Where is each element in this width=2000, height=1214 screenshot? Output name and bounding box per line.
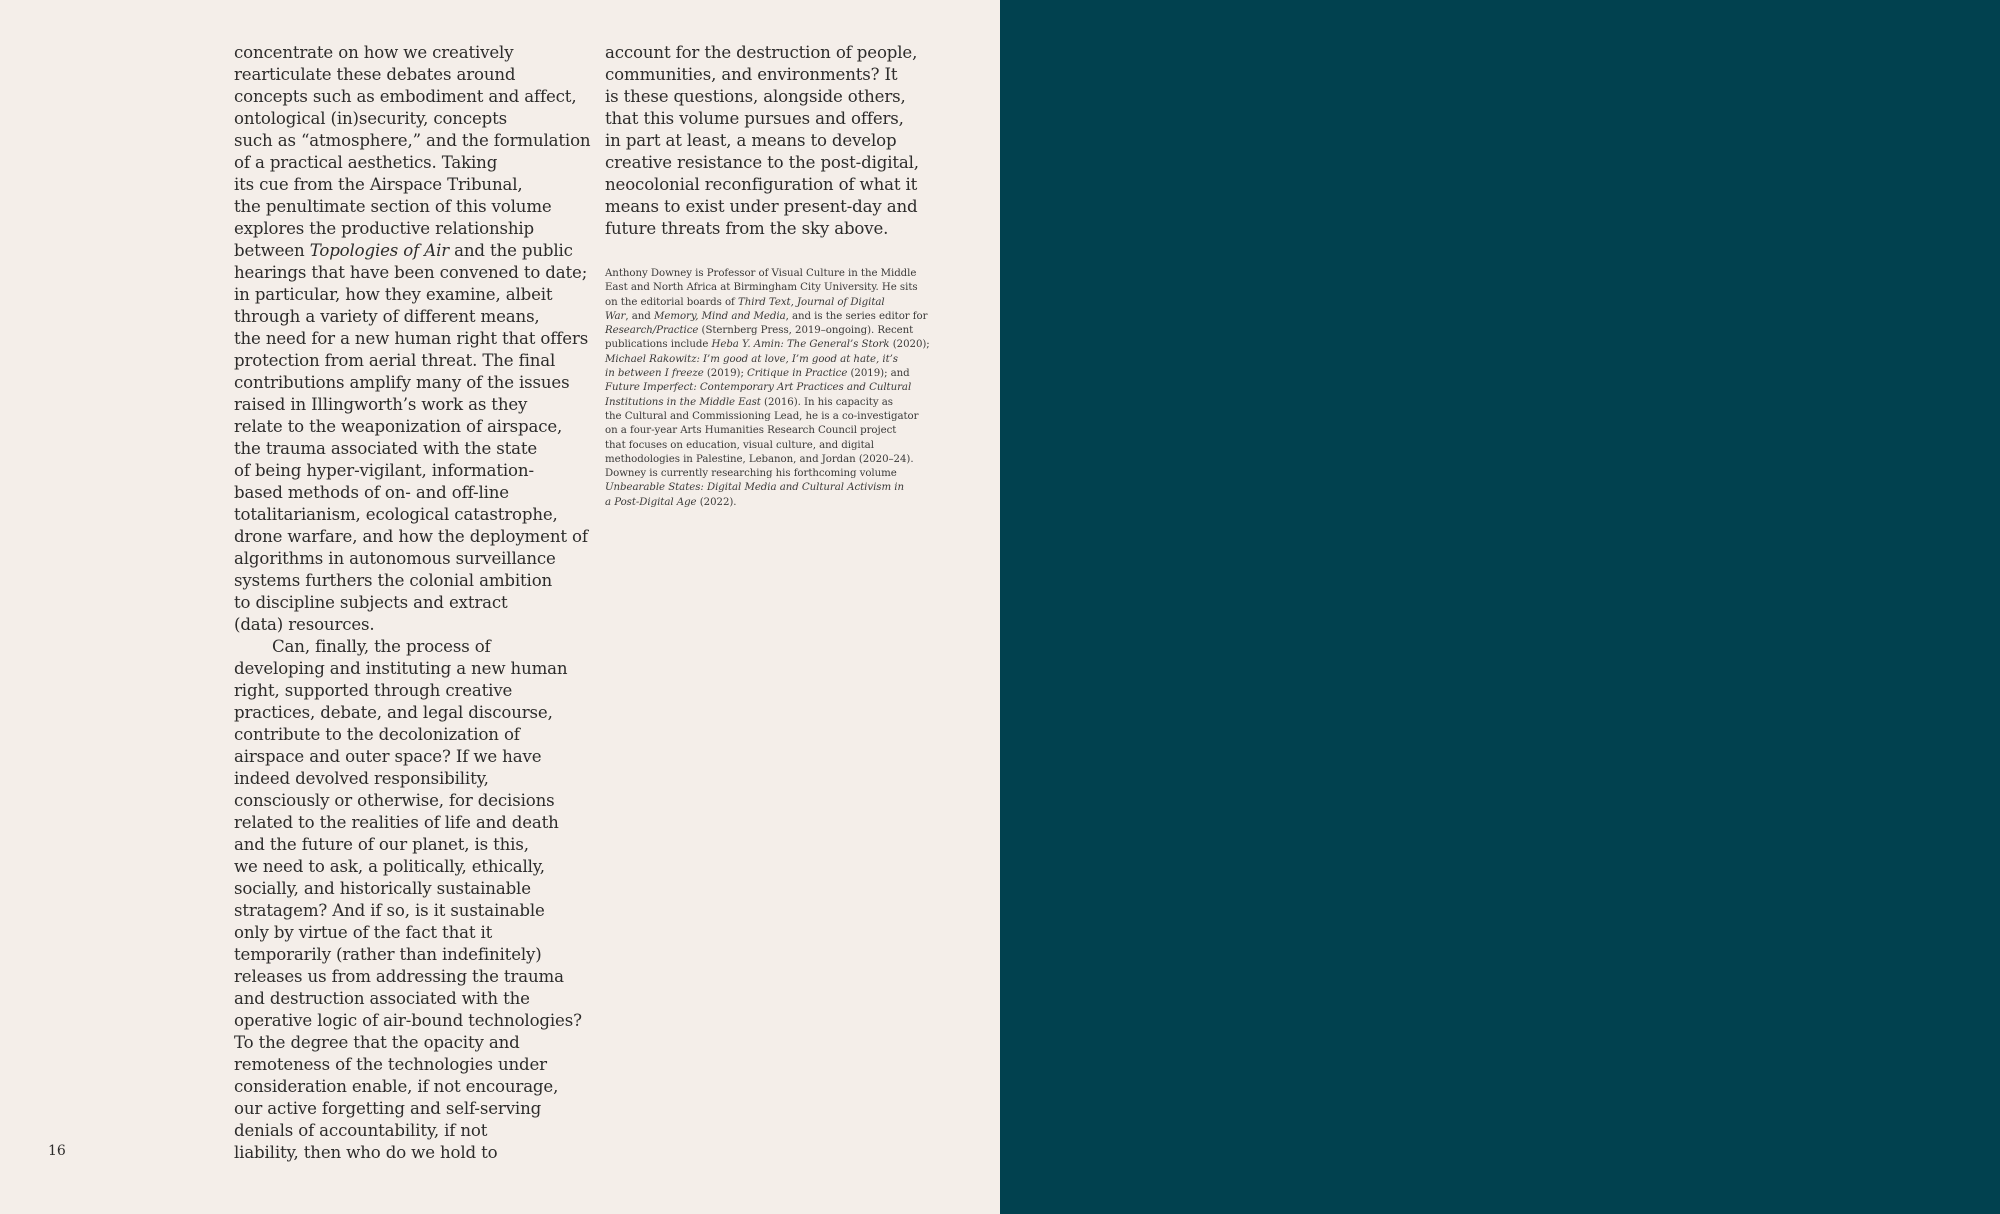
- text-line: consciously or otherwise, for decisions: [234, 791, 555, 810]
- text-line: communities, and environments? It: [605, 65, 898, 84]
- bio-text: (2016). In his capacity as: [760, 396, 893, 408]
- text-line: in particular, how they examine, albeit: [234, 285, 553, 304]
- bio-text: (2019); and: [847, 368, 910, 380]
- text-line: our active forgetting and self-serving: [234, 1099, 542, 1118]
- text-line: the trauma associated with the state: [234, 439, 538, 458]
- bio-line: [605, 453, 965, 467]
- body-text-column-right: [605, 42, 985, 240]
- text-line: algorithms in autonomous surveillance: [234, 549, 556, 568]
- bio-italic-title: in between I freeze: [605, 368, 704, 380]
- bio-italic-title: Heba Y. Amin: The General’s Stork: [711, 339, 890, 351]
- text-line: ontological (in)security, concepts: [234, 109, 508, 128]
- bio-line: [605, 281, 965, 295]
- page-number: 16: [48, 1143, 66, 1159]
- text-line: stratagem? And if so, is it sustainable: [234, 901, 545, 920]
- text-line: indeed devolved responsibility,: [234, 769, 489, 788]
- text-line: neocolonial reconfiguration of what it: [605, 175, 918, 194]
- author-bio: [605, 267, 965, 510]
- bio-line: [605, 424, 965, 438]
- text-line: future threats from the sky above.: [605, 219, 889, 238]
- bio-italic-title: Critique in Practice: [747, 368, 848, 380]
- bio-text: (2020);: [889, 339, 930, 351]
- text-line: its cue from the Airspace Tribunal,: [234, 175, 523, 194]
- italic-title: Topologies of Air: [309, 241, 450, 260]
- bio-italic-title: Future Imperfect: Contemporary Art Practices and Cultural: [605, 382, 912, 394]
- text-line: and the future of our planet, is this,: [234, 835, 529, 854]
- text-line: creative resistance to the post-digital,: [605, 153, 919, 172]
- text-line: To the degree that the opacity and: [234, 1033, 520, 1052]
- bio-line: [605, 496, 965, 510]
- text-line: (data) resources.: [234, 615, 375, 634]
- bio-line: [605, 467, 965, 481]
- text-line: denials of accountability, if not: [234, 1121, 488, 1140]
- text-line: is these questions, alongside others,: [605, 87, 906, 106]
- bio-italic-title: War: [605, 310, 626, 322]
- bio-line: [605, 310, 965, 324]
- text-line: the need for a new human right that offers: [234, 329, 589, 348]
- bio-italic-title: Memory, Mind and Media: [653, 310, 786, 322]
- bio-text: Downey is currently researching his forthcoming volume: [605, 468, 897, 480]
- bio-text: (2022).: [696, 496, 737, 508]
- bio-line: [605, 410, 965, 424]
- text-line: contributions amplify many of the issues: [234, 373, 570, 392]
- bio-text: on a four-year Arts Humanities Research Council project: [605, 425, 897, 437]
- text-line: remoteness of the technologies under: [234, 1055, 547, 1074]
- text-line: in part at least, a means to develop: [605, 131, 897, 150]
- bio-text: Anthony Downey is Professor of Visual Culture in the Middle: [605, 268, 917, 279]
- text-line: contribute to the decolonization of: [234, 725, 520, 744]
- text-line: right, supported through creative: [234, 681, 513, 700]
- bio-line: [605, 267, 965, 281]
- text-line: we need to ask, a politically, ethically,: [234, 857, 545, 876]
- text-line: operative logic of air-bound technologies?: [234, 1011, 582, 1030]
- text-line: relate to the weaponization of airspace,: [234, 417, 563, 436]
- text-line: that this volume pursues and offers,: [605, 109, 904, 128]
- text-line: only by virtue of the fact that it: [234, 923, 493, 942]
- text-line: of a practical aesthetics. Taking: [234, 153, 498, 172]
- bio-line: [605, 396, 965, 410]
- bio-italic-title: a Post-Digital Age: [605, 496, 697, 508]
- text-line: the penultimate section of this volume: [234, 197, 552, 216]
- text-line: hearings that have been convened to date;: [234, 263, 588, 282]
- bio-line: [605, 296, 965, 310]
- text-line: drone warfare, and how the deployment of: [234, 527, 588, 546]
- text-line: airspace and outer space? If we have: [234, 747, 542, 766]
- text-line: raised in Illingworth’s work as they: [234, 395, 528, 414]
- bio-text: on the editorial boards of: [605, 296, 738, 308]
- text-line: Can, finally, the process of: [272, 637, 491, 656]
- bio-line: [605, 367, 965, 381]
- bio-line: [605, 381, 965, 395]
- text-line: and destruction associated with the: [234, 989, 530, 1008]
- text-line: of being hyper-vigilant, information-: [234, 461, 534, 480]
- text-line: explores the productive relationship: [234, 219, 535, 238]
- text-segment: between: [234, 241, 310, 260]
- bio-text: methodologies in Palestine, Lebanon, and Jordan (2020–24).: [605, 453, 914, 465]
- bio-text: publications include: [605, 339, 712, 351]
- bio-line: [605, 338, 965, 352]
- text-line: such as “atmosphere,” and the formulation: [234, 131, 591, 150]
- text-line: socially, and historically sustainable: [234, 879, 531, 898]
- text-line: practices, debate, and legal discourse,: [234, 703, 553, 722]
- body-text-column-left: [234, 42, 594, 1164]
- bio-line: [605, 353, 965, 367]
- bio-line: [605, 324, 965, 338]
- bio-text: , and is the series editor for: [785, 310, 928, 322]
- bio-italic-title: Unbearable States: Digital Media and Cultural Activism in: [605, 482, 904, 494]
- bio-italic-title: Institutions in the Middle East: [605, 396, 761, 408]
- text-line: temporarily (rather than indefinitely): [234, 945, 542, 964]
- bio-italic-title: Michael Rakowitz: I’m good at love, I’m good at hate, it’s: [605, 353, 898, 365]
- bio-text: the Cultural and Commissioning Lead, he is a co-investigator: [605, 410, 919, 422]
- text-line: liability, then who do we hold to: [234, 1143, 498, 1162]
- text-line: totalitarianism, ecological catastrophe,: [234, 505, 558, 524]
- text-line: concentrate on how we creatively: [234, 43, 514, 62]
- text-line: protection from aerial threat. The final: [234, 351, 556, 370]
- text-line: rearticulate these debates around: [234, 65, 516, 84]
- bio-text: East and North Africa at Birmingham City University. He sits: [605, 282, 918, 294]
- text-line: [234, 240, 594, 262]
- text-line: releases us from addressing the trauma: [234, 967, 564, 986]
- bio-text: (Sternberg Press, 2019–ongoing). Recent: [698, 325, 914, 337]
- bio-italic-title: Third Text, Journal of Digital: [737, 296, 885, 308]
- text-line: consideration enable, if not encourage,: [234, 1077, 559, 1096]
- bio-italic-title: Research/Practice: [605, 325, 699, 337]
- text-line: concepts such as embodiment and affect,: [234, 87, 577, 106]
- text-line: to discipline subjects and extract: [234, 593, 508, 612]
- text-segment: and the public: [449, 241, 573, 260]
- text-line: systems furthers the colonial ambition: [234, 571, 553, 590]
- text-line: related to the realities of life and death: [234, 813, 559, 832]
- bio-text: , and: [625, 310, 654, 322]
- text-line: developing and instituting a new human: [234, 659, 568, 678]
- bio-text: that focuses on education, visual culture, and digital: [605, 439, 874, 451]
- bio-text: (2019);: [703, 368, 748, 380]
- text-line: through a variety of different means,: [234, 307, 540, 326]
- text-line: account for the destruction of people,: [605, 43, 918, 62]
- right-page-dark-panel: [1000, 0, 2000, 1214]
- bio-line: [605, 439, 965, 453]
- text-line: means to exist under present-day and: [605, 197, 918, 216]
- bio-line: [605, 481, 965, 495]
- text-line: based methods of on- and off-line: [234, 483, 509, 502]
